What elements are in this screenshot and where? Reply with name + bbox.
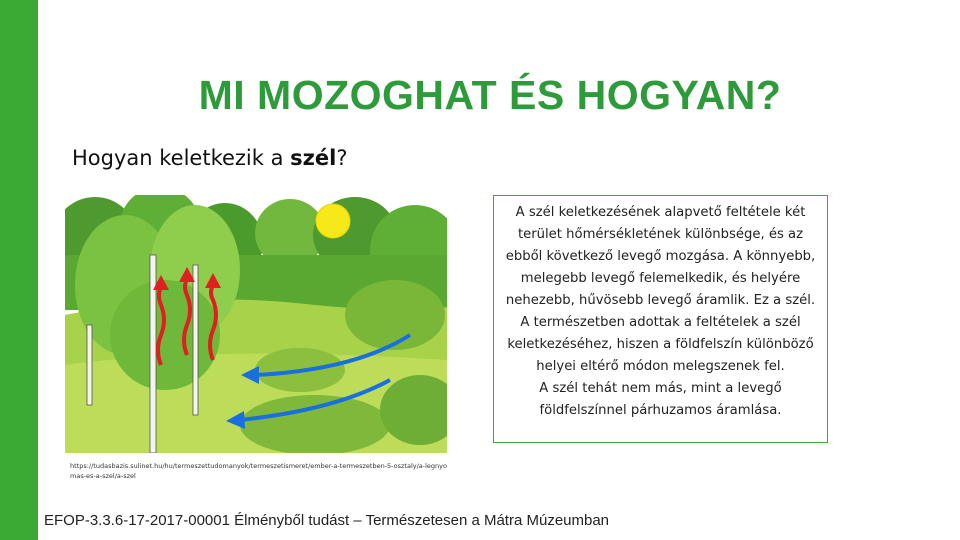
- question-prefix: Hogyan keletkezik a: [72, 146, 291, 170]
- question-bold-word: szél: [290, 146, 337, 170]
- wind-illustration: [65, 195, 447, 453]
- question-suffix: ?: [336, 146, 348, 170]
- explanation-paragraph-2: A szél tehát nem más, mint a levegő földfelszínnel párhuzamos áramlása.: [539, 381, 782, 418]
- slide-question: [72, 146, 347, 170]
- source-link[interactable]: https://tudasbazis.sulinet.hu/hu/termeszettudomanyok/termeszetismeret/ember-a-termeszetben-5-osztaly/a-legnyomas-es-a-szel/a-szel: [70, 462, 448, 480]
- explanation-box: [493, 195, 828, 443]
- footer-text: EFOP-3.3.6-17-2017-00001 Élményből tudást – Természetesen a Mátra Múzeumban: [44, 512, 610, 529]
- explanation-paragraph-1: A szél keletkezésének alapvető feltétele két terület hőmérsékletének különbsége, és az ebből következő levegő mozgása. A könnyebb, melegebb levegő felemelkedik, és helyére nehezebb, hűvösebb levegő áramlik. Ez a szél. A természetben adottak a feltételek a szél keletkezéséhez, hiszen a földfelszín különböző helyei eltérő módon melegszenek fel.: [505, 205, 816, 374]
- slide-title: MI MOZOGHAT ÉS HOGYAN?: [198, 72, 782, 118]
- sun-icon: [316, 204, 350, 238]
